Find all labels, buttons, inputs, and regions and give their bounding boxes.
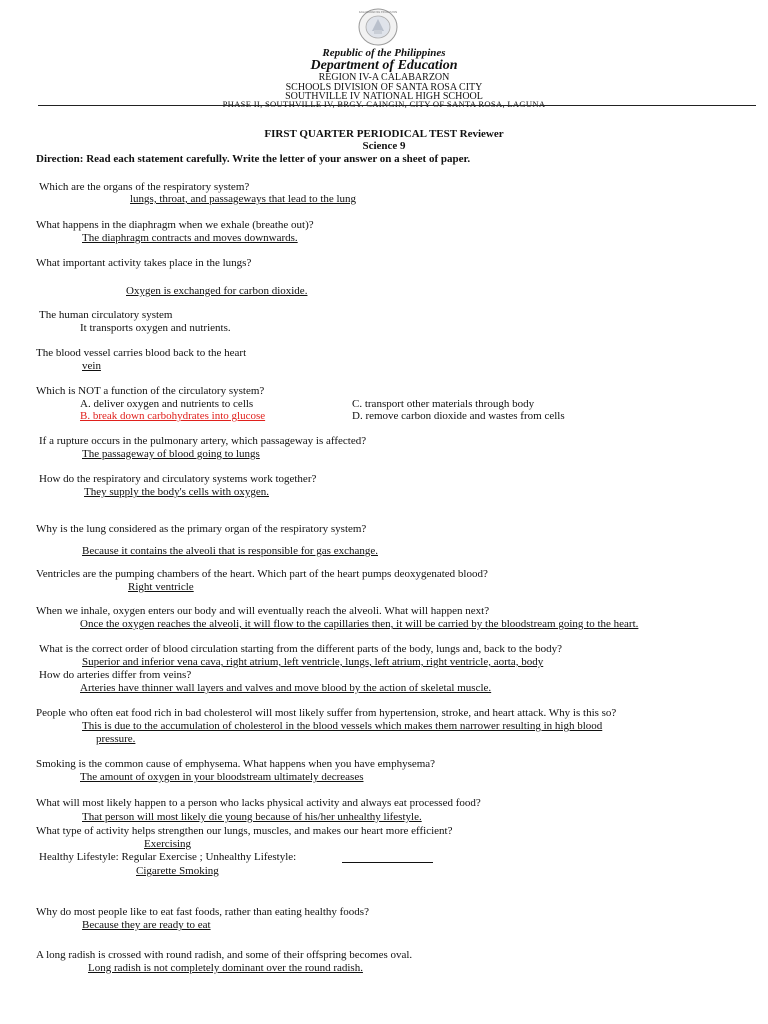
option-a: A. deliver oxygen and nutrients to cells: [80, 398, 254, 410]
option-b-correct: B. break down carbohydrates into glucose: [80, 410, 266, 422]
answer-7: The passageway of blood going to lungs: [82, 448, 260, 460]
answer-5: vein: [82, 360, 101, 372]
header-divider: [38, 105, 756, 106]
question-8: How do the respiratory and circulatory systems work together?: [39, 473, 317, 485]
question-19: Why do most people like to eat fast foods, rather than eating healthy foods?: [36, 906, 369, 918]
answer-20: Long radish is not completely dominant over the round radish.: [88, 962, 363, 974]
question-4: The human circulatory system: [39, 309, 173, 321]
svg-text:KAGAWARAN NG EDUKASYON: KAGAWARAN NG EDUKASYON: [358, 11, 398, 14]
question-12: What is the correct order of blood circulation starting from the different parts of the body, lungs and, back to the body?: [39, 643, 562, 655]
question-11: When we inhale, oxygen enters our body and will eventually reach the alveoli. What will happen next?: [36, 605, 490, 617]
division-line: SCHOOLS DIVISION OF SANTA ROSA CITY: [285, 82, 483, 93]
republic-line: Republic of the Philippines: [322, 47, 446, 59]
answer-1: lungs, throat, and passageways that lead to the lung: [130, 193, 357, 205]
test-title: FIRST QUARTER PERIODICAL TEST Reviewer: [264, 128, 504, 140]
answer-blank-18: [342, 862, 433, 863]
answer-10: Right ventricle: [128, 581, 194, 593]
answer-2: The diaphragm contracts and moves downwards.: [82, 232, 298, 244]
answer-3: Oxygen is exchanged for carbon dioxide.: [126, 285, 308, 297]
deped-seal-logo: [343, 6, 413, 46]
option-d: D. remove carbon dioxide and wastes from cells: [352, 410, 565, 422]
answer-13: Arteries have thinner wall layers and valves and move blood by the action of skeletal muscle.: [80, 682, 492, 694]
answer-16: That person will most likely die young because of his/her unhealthy lifestyle.: [82, 811, 422, 823]
answer-19: Because they are ready to eat: [82, 919, 211, 931]
question-6: Which is NOT a function of the circulatory system?: [36, 385, 265, 397]
answer-9: Because it contains the alveoli that is responsible for gas exchange.: [82, 545, 378, 557]
question-16: What will most likely happen to a person who lacks physical activity and always eat processed food?: [36, 797, 481, 809]
answer-14-line-2: pressure.: [96, 733, 136, 745]
test-direction: Direction: Read each statement carefully. Write the letter of your answer on a sheet of paper.: [36, 153, 471, 165]
region-line: REGION IV-A CALABARZON: [318, 72, 450, 83]
answer-8: They supply the body's cells with oxygen.: [84, 486, 269, 498]
answer-18: Cigarette Smoking: [136, 865, 219, 877]
answer-11: Once the oxygen reaches the alveoli, it will flow to the capillaries then, it will be carried by the bloodstream going to the heart.: [80, 618, 639, 630]
question-20: A long radish is crossed with round radish, and some of their offspring becomes oval.: [36, 949, 413, 961]
test-subject: Science 9: [362, 140, 406, 152]
answer-12: Superior and inferior vena cava, right atrium, left ventricle, lungs, left atrium, right ventricle, aorta, body: [82, 656, 544, 668]
question-15: Smoking is the common cause of emphysema. What happens when you have emphysema?: [36, 758, 436, 770]
question-5: The blood vessel carries blood back to the heart: [36, 347, 247, 359]
question-13: How do arteries differ from veins?: [39, 669, 192, 681]
question-1: Which are the organs of the respiratory system?: [39, 181, 250, 193]
answer-14-line-1: This is due to the accumulation of cholesterol in the blood vessels which makes them narrower resulting in high blood: [82, 720, 603, 732]
question-2: What happens in the diaphragm when we exhale (breathe out)?: [36, 219, 314, 231]
address-line: PHASE II, SOUTHVILLE IV, BRGY. CAINGIN, CITY OF SANTA ROSA, LAGUNA: [222, 99, 546, 109]
question-10: Ventricles are the pumping chambers of the heart. Which part of the heart pumps deoxygenated blood?: [36, 568, 488, 580]
answer-17: Exercising: [144, 838, 192, 850]
option-c: C. transport other materials through body: [352, 398, 535, 410]
question-9: Why is the lung considered as the primary organ of the respiratory system?: [36, 523, 367, 535]
answer-15: The amount of oxygen in your bloodstream ultimately decreases: [80, 771, 364, 783]
question-7: If a rupture occurs in the pulmonary artery, which passageway is affected?: [39, 435, 367, 447]
question-17: What type of activity helps strengthen our lungs, muscles, and makes our heart more efficient?: [36, 825, 453, 837]
question-3: What important activity takes place in the lungs?: [36, 257, 252, 269]
school-line: SOUTHVILLE IV NATIONAL HIGH SCHOOL: [285, 91, 483, 102]
answer-4: It transports oxygen and nutrients.: [80, 322, 231, 334]
department-line: Department of Education: [310, 58, 458, 73]
question-18: Healthy Lifestyle: Regular Exercise ; Unhealthy Lifestyle:: [39, 851, 297, 863]
question-14: People who often eat food rich in bad cholesterol will most likely suffer from hypertension, stroke, and heart attack. Why is this so?: [36, 707, 617, 719]
